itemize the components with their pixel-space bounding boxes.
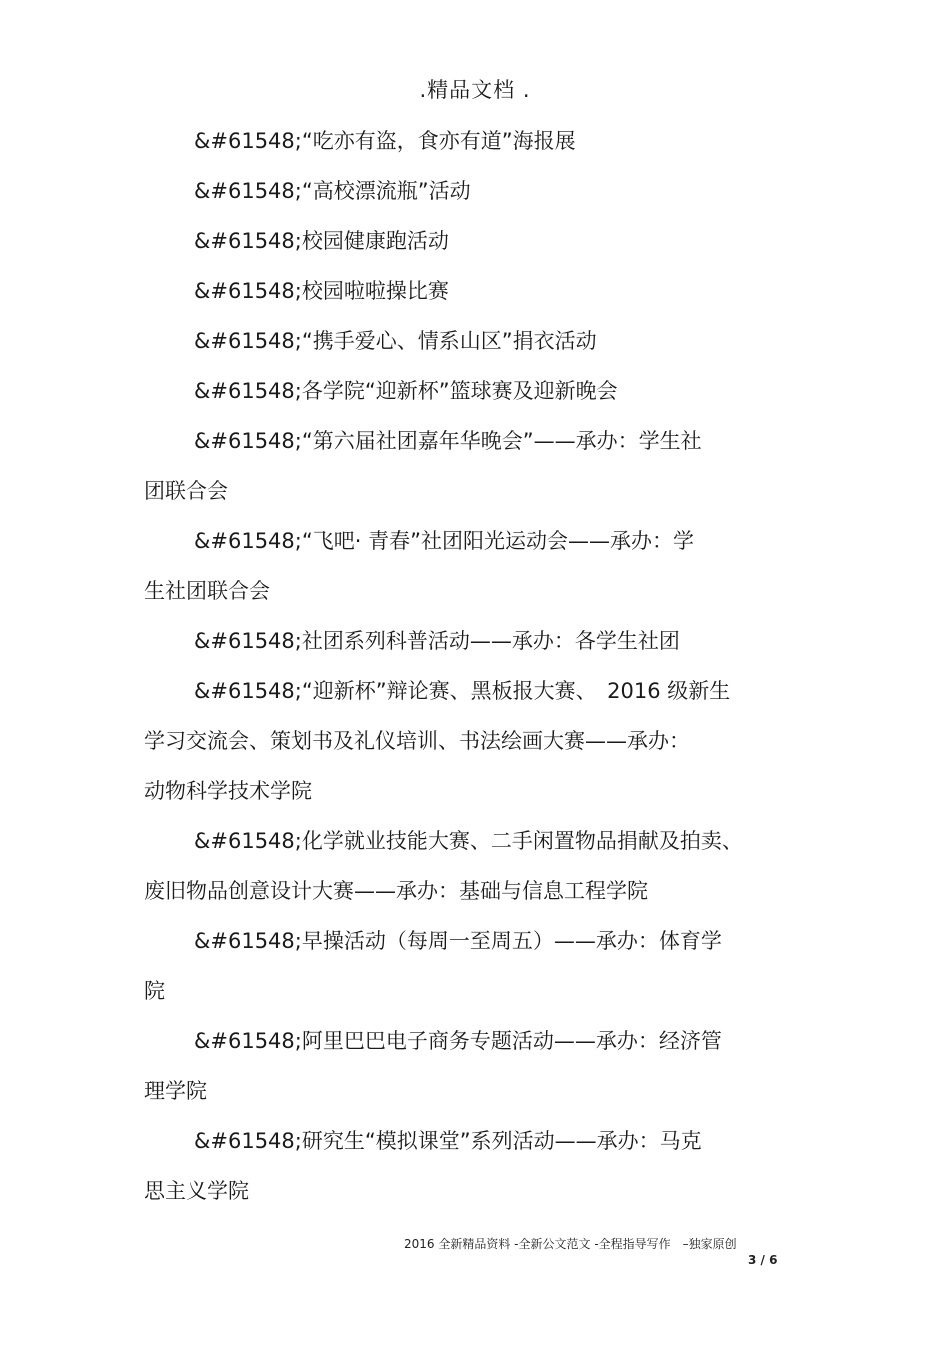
list-item: &#61548;“迎新杯”辩论赛、黑板报大赛、 2016 级新生: [194, 679, 731, 703]
list-item: &#61548;“飞吧· 青春”社团阳光运动会——承办：学: [194, 529, 694, 553]
list-item: &#61548;社团系列科普活动——承办：各学生社团: [194, 629, 680, 653]
text-lines: [0, 124, 950, 1224]
list-item: &#61548;“高校漂流瓶”活动: [194, 179, 471, 203]
page-number: 3 / 6: [748, 1253, 778, 1267]
list-item: &#61548;化学就业技能大赛、二手闲置物品捐献及拍卖、: [194, 829, 743, 853]
list-item-continuation: 团联合会: [144, 479, 228, 503]
list-item: &#61548;阿里巴巴电子商务专题活动——承办：经济管: [194, 1029, 722, 1053]
list-item: &#61548;校园啦啦操比赛: [194, 279, 449, 303]
list-item: &#61548;研究生“模拟课堂”系列活动——承办：马克: [194, 1129, 702, 1153]
list-item: &#61548;校园健康跑活动: [194, 229, 449, 253]
list-item-continuation: 废旧物品创意设计大赛——承办：基础与信息工程学院: [144, 879, 648, 903]
list-item: &#61548;各学院“迎新杯”篮球赛及迎新晚会: [194, 379, 618, 403]
list-item: &#61548;“携手爱心、情系山区”捐衣活动: [194, 329, 597, 353]
page-header: .精品文档 .: [419, 78, 531, 102]
list-item-continuation: 学习交流会、策划书及礼仪培训、书法绘画大赛——承办：: [144, 729, 690, 753]
list-item-continuation: 思主义学院: [144, 1179, 249, 1203]
list-item-continuation: 院: [144, 979, 165, 1003]
list-item: &#61548;“第六届社团嘉年华晚会”——承办：学生社: [194, 429, 702, 453]
list-item: &#61548;早操活动（每周一至周五）——承办：体育学: [194, 929, 722, 953]
list-item-continuation: 生社团联合会: [144, 579, 270, 603]
footer-tagline: 2016 全新精品资料 -全新公文范文 -全程指导写作 –独家原创: [404, 1237, 737, 1251]
document-body: [0, 124, 950, 1224]
list-item-continuation: 理学院: [144, 1079, 207, 1103]
list-item: &#61548;“吃亦有盗，食亦有道”海报展: [194, 129, 576, 153]
list-item-continuation: 动物科学技术学院: [144, 779, 312, 803]
